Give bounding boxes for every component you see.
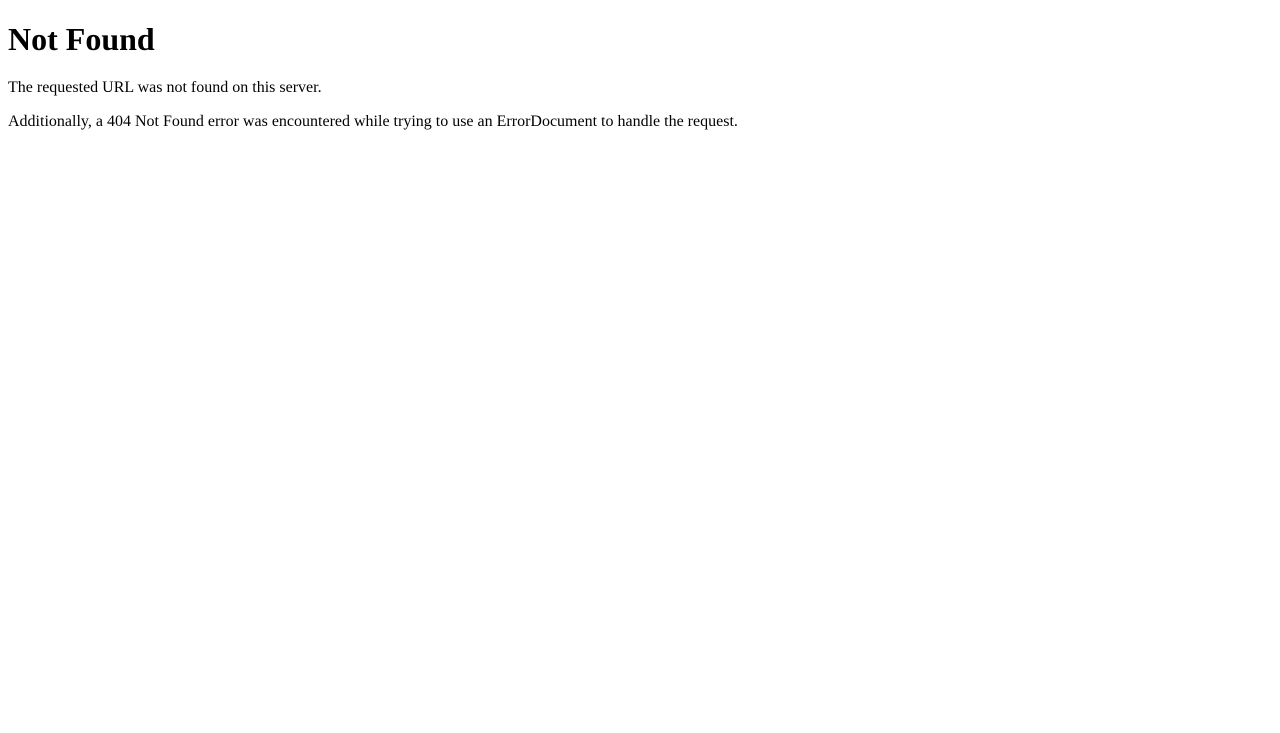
error-title: Not Found xyxy=(8,21,155,57)
error-message: The requested URL was not found on this server. xyxy=(8,78,322,96)
error-additional-message: Additionally, a 404 Not Found error was encountered while trying to use an ErrorDocument to handle the request. xyxy=(8,113,738,131)
error-page xyxy=(8,21,1272,132)
